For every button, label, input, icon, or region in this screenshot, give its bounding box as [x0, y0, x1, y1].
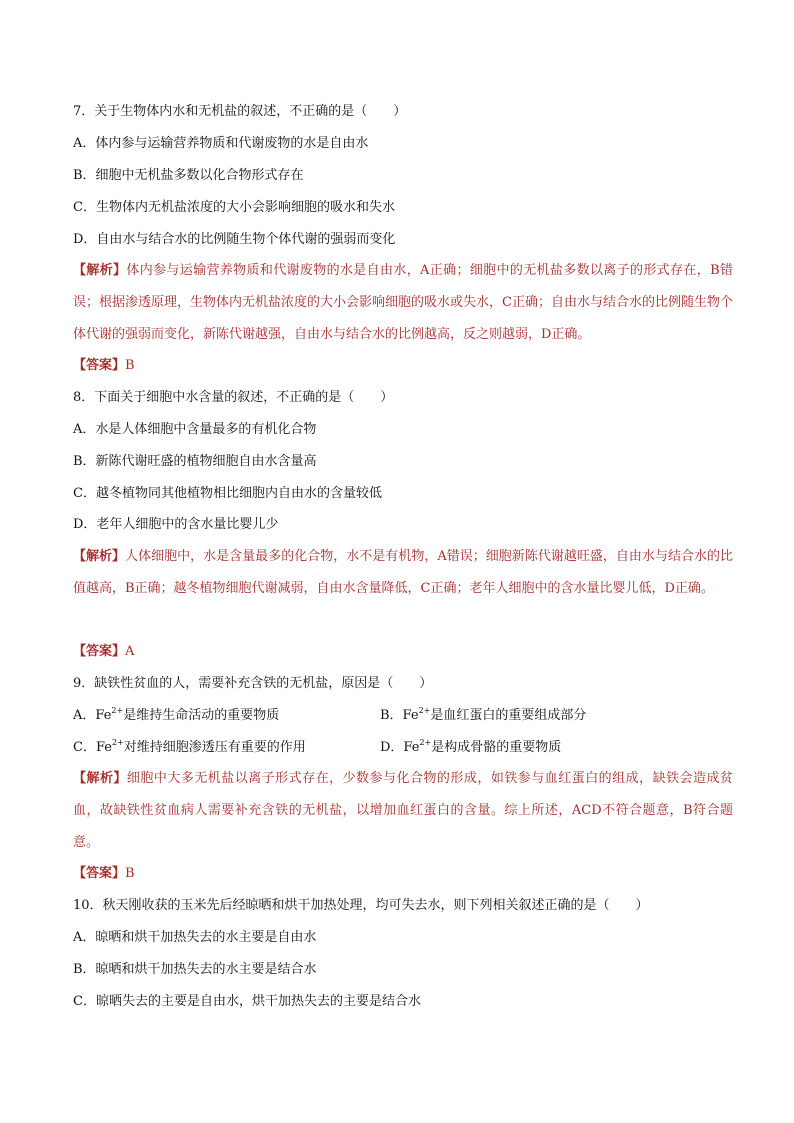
question-7-option-b: B．细胞中无机盐多数以化合物形式存在: [73, 168, 304, 183]
question-8-analysis: [73, 541, 733, 605]
question-10-stem: 10．秋天刚收获的玉米先后经晾晒和烘干加热处理，均可失去水，则下列相关叙述正确的是（ ）: [73, 898, 649, 913]
question-8-option-a: A．水是人体细胞中含量最多的有机化合物: [73, 422, 317, 437]
question-10-option-b: B．晾晒和烘干加热失去的水主要是结合水: [73, 962, 317, 977]
analysis-text: 细胞中大多无机盐以离子形式存在，少数参与化合物的形成，如铁参与血红蛋白的组成，缺铁会造成贫血，故缺铁性贫血病人需要补充含铁的无机盐，以增加血红蛋白的含量。综上所述，ACD不符合题意，B符合题意。: [73, 771, 733, 850]
answer-tag: 【答案】: [73, 866, 126, 881]
answer-tag: 【答案】: [73, 358, 126, 373]
question-7-option-a: A．体内参与运输营养物质和代谢废物的水是自由水: [73, 136, 369, 151]
analysis-text: 人体细胞中，水是含量最多的化合物，水不是有机物，A错误；细胞新陈代谢越旺盛，自由水与结合水的比值越高，B正确；越冬植物细胞代谢减弱，自由水含量降低，C正确；老年人细胞中的含水量比婴儿低，D正确。: [73, 549, 733, 596]
answer-value: A: [125, 644, 135, 659]
question-9-analysis: [73, 763, 733, 859]
question-7-stem: 7．关于生物体内水和无机盐的叙述，不正确的是（ ）: [73, 104, 407, 119]
analysis-text: 体内参与运输营养物质和代谢废物的水是自由水，A正确；细胞中的无机盐多数以离子的形式存在，B错误；根据渗透原理，生物体内无机盐浓度的大小会影响细胞的吸水或失水，C正确；自由水与结合水的比例随生物个体代谢的强弱而变化，新陈代谢越强，自由水与结合水的比例越高，反之则越弱，D正确。: [73, 263, 733, 342]
question-8-option-c: C．越冬植物同其他植物相比细胞内自由水的含量较低: [73, 486, 382, 501]
analysis-tag: 【解析】: [73, 549, 126, 564]
question-9-option-a: A．$Fe^{2+}$是维持生命活动的重要物质: [73, 706, 280, 723]
question-7-option-d: D．自由水与结合水的比例随生物个体代谢的强弱而变化: [73, 232, 396, 247]
question-8-option-d: D．老年人细胞中的含水量比婴儿少: [73, 517, 279, 532]
question-10-option-a: A．晾晒和烘干加热失去的水主要是自由水: [73, 930, 317, 945]
question-9-answer: [73, 865, 135, 883]
question-7-analysis: [73, 255, 733, 351]
question-7-option-c: C．生物体内无机盐浓度的大小会影响细胞的吸水和失水: [73, 200, 395, 215]
answer-value: B: [125, 358, 135, 373]
question-10-option-c: C．晾晒失去的主要是自由水，烘干加热失去的主要是结合水: [73, 994, 421, 1009]
answer-value: B: [125, 866, 135, 881]
question-8-answer: [73, 643, 134, 661]
question-9-stem: 9．缺铁性贫血的人，需要补充含铁的无机盐，原因是（ ）: [73, 676, 433, 691]
question-8-option-b: B．新陈代谢旺盛的植物细胞自由水含量高: [73, 454, 317, 469]
answer-tag: 【答案】: [73, 644, 126, 659]
question-8-stem: 8．下面关于细胞中水含量的叙述，不正确的是（ ）: [73, 390, 394, 405]
question-9-option-d: D．$Fe^{2+}$是构成骨骼的重要物质: [380, 738, 562, 755]
question-7-answer: [73, 357, 135, 375]
analysis-tag: 【解析】: [73, 263, 127, 278]
question-9-option-c: C．$Fe^{2+}$对维持细胞渗透压有重要的作用: [73, 738, 306, 755]
analysis-tag: 【解析】: [73, 771, 127, 786]
question-9-option-b: B．$Fe^{2+}$是血红蛋白的重要组成部分: [380, 706, 587, 723]
